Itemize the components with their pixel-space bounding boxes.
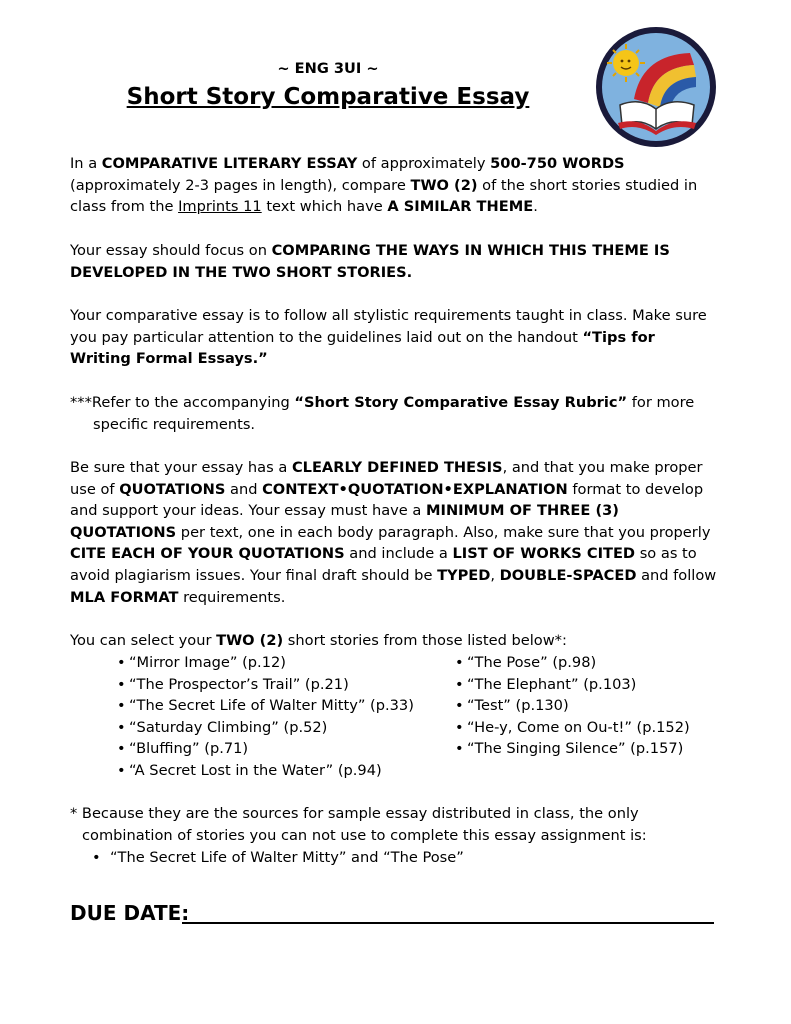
story-list-right [455,652,725,760]
thesis-paragraph: Be sure that your essay has a CLEARLY DEFINED THESIS, and that you make proper use of QUOTATIONS and CONTEXT•QUOTATION•EXPLANATION format to develop and support your ideas. Your essay must have a MINIMUM OF THREE (3) QUOTATIONS per text, one in each body paragraph. Also, make sure that you properly CITE EACH OF YOUR QUOTATIONS and include a LIST OF WORKS CITED so as to avoid plagiarism issues. Your final draft should be TYPED, DOUBLE-SPACED and follow MLA FORMAT requirements. [70,459,717,606]
list-item: • “The Singing Silence” (p.157) [455,738,725,760]
due-date-label: DUE DATE: [70,901,190,925]
exclusion-text: * Because they are the sources for sample essay distributed in class, the only combination of stories you can not use to complete this essay assignment is: [70,805,647,844]
list-item: • “Saturday Climbing” (p.52) [117,717,447,739]
list-item: • “He-y, Come on Ou-t!” (p.152) [455,717,725,739]
rubric-paragraph: ***Refer to the accompanying “Short Story Comparative Essay Rubric” for more specific requirements. [70,394,695,433]
list-item: • “The Elephant” (p.103) [455,674,725,696]
list-item: • “The Pose” (p.98) [455,652,725,674]
list-item: • “Mirror Image” (p.12) [117,652,447,674]
focus-paragraph: Your essay should focus on COMPARING THE WAYS IN WHICH THIS THEME IS DEVELOPED IN THE TWO SHORT STORIES. [70,242,670,281]
select-paragraph: You can select your TWO (2) short stories from those listed below*: [70,632,567,649]
list-item: • “Test” (p.130) [455,695,725,717]
page-title: Short Story Comparative Essay [126,84,530,110]
intro-paragraph: In a COMPARATIVE LITERARY ESSAY of approximately 500-750 WORDS (approximately 2-3 pages in length), compare TWO (2) of the short stories studied in class from the Imprints 11 text which have A SIMILAR THEME. [70,155,698,216]
exclusion-list [82,847,682,869]
course-code: ~ ENG 3UI ~ [277,60,379,77]
textbook-title: Imprints 11 [178,198,262,216]
list-item: • “The Secret Life of Walter Mitty” (p.33) [117,695,447,717]
list-item: • “The Secret Life of Walter Mitty” and “The Pose” [82,847,682,869]
book-sun-logo-icon [594,25,718,149]
due-date-blank[interactable] [182,922,714,924]
list-item: • “The Prospector’s Trail” (p.21) [117,674,447,696]
list-item: • “Bluffing” (p.71) [117,738,447,760]
style-paragraph: Your comparative essay is to follow all stylistic requirements taught in class. Make sure you pay particular attention to the guidelines laid out on the handout “Tips for Writing Formal Essays.” [70,307,707,368]
list-item: • “A Secret Lost in the Water” (p.94) [117,760,447,782]
exclusion-note [70,803,720,846]
story-list-left [117,652,447,782]
